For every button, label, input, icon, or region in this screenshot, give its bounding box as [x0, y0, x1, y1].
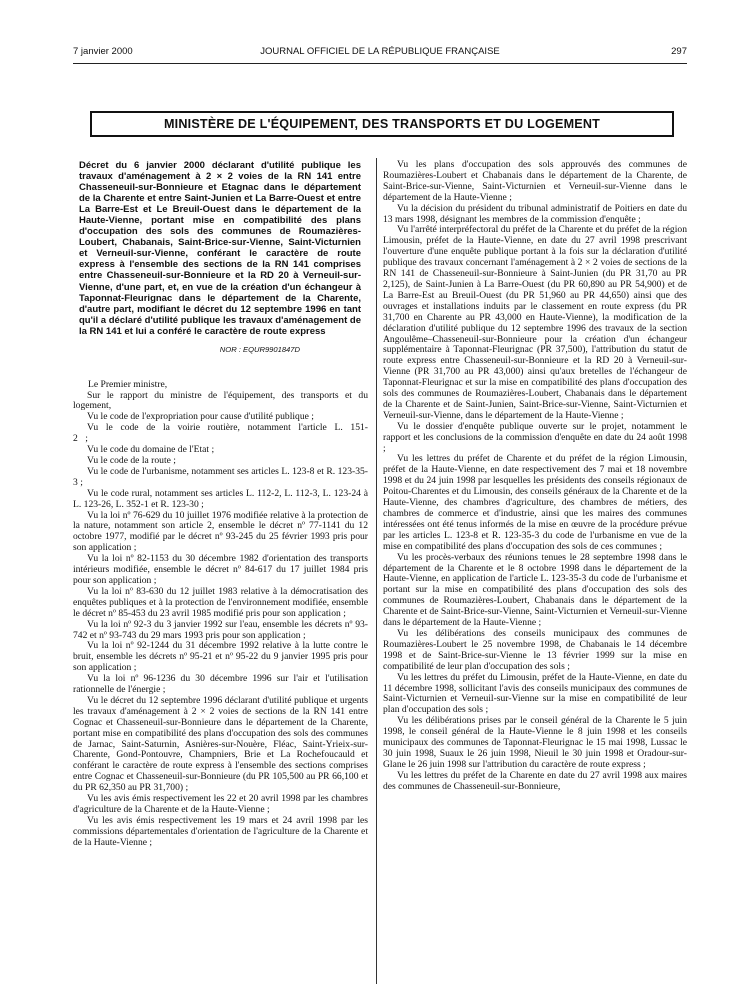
visa-paragraph: Vu le code rural, notamment ses articles L. 112-2, L. 112-3, L. 123-24 à L. 123-26, L. 352-1 et R. 123-30 ;	[73, 487, 368, 510]
visa-paragraph: Sur le rapport du ministre de l'équipement, des transports et du logement,	[73, 389, 368, 412]
visa-paragraph: Vu l'arrêté interpréfectoral du préfet de la Charente et du préfet de la région Limousin, préfet de la Haute-Vienne, en date du 27 avril 1998 prescrivant l'ouverture d'une enquête publique portant à la fois sur la déclaration d'utilité publique des travaux concernant l'aménagement à 2 × 2 voies de sections de la RN 141 de Chasseneuil-sur-Bonnieure à Saint-Junien (du PR 31,70 au PR 2,125), de Saint-Junien à La Barre-Ouest (du PR 60,890 au PR 54,900) et de La Barre-Est au Breuil-Ouest (du PR 51,960 au PR 44,650) ainsi que des ouvrages et installations induits par le classement en route express (du PR 31,700 en Charente au PR 43,000 en Haute-Vienne), la modification de la déclaration d'utilité publique du 12 septembre 1996 des travaux de la section Angoulême–Chasseneuil-sur-Bonnieure pour la création d'un échangeur supplémentaire à Taponnat-Fleurignac (PR 37,500), l'attribution du statut de route express entre Chasseneuil-sur-Bonnieure et la RD 20 à Verneuil-sur-Vienne (PR 31,700 au PR 43,000) ainsi qu'aux bretelles de l'échangeur de Taponnat-Fleurignac et sur la mise en compatibilité des plans d'occupation des sols des communes de Roumazières-Loubert, Chabanais dans le département de la Charente et de Saint-Junien, Saint-Brice-sur-Vienne, Saint-Victurnien et Verneuil-sur-Vienne, dans le département de la Haute-Vienne ;	[383, 224, 687, 421]
right-column	[383, 160, 687, 793]
visa-paragraph: Vu la loi nº 96-1236 du 30 décembre 1996 sur l'air et l'utilisation rationnelle de l'énergie ;	[73, 673, 368, 696]
page-number: 297	[671, 46, 687, 57]
running-header	[73, 46, 687, 60]
visa-paragraph: Vu la loi nº 83-630 du 12 juillet 1983 relative à la démocratisation des enquêtes publiques et à la protection de l'environnement modifiée, ensemble le décret nº 85-453 du 23 avril 1985 modifié pris pour son application ;	[73, 585, 368, 619]
ministry-heading: MINISTÈRE DE L'ÉQUIPEMENT, DES TRANSPORTS ET DU LOGEMENT	[90, 111, 674, 137]
left-column	[73, 160, 368, 849]
header-rule	[73, 63, 687, 64]
visa-paragraph: Vu la loi nº 76-629 du 10 juillet 1976 modifiée relative à la protection de la nature, notamment son article 2, ensemble le décret nº 77-1141 du 12 octobre 1977, modifié par le décret nº 93-245 du 25 février 1993 pris pour son application ;	[73, 509, 368, 554]
visa-paragraph: Vu le code de la voirie routière, notamment l'article L. 151-2 ;	[73, 422, 368, 445]
visa-paragraph: Vu la loi nº 92-1244 du 31 décembre 1992 relative à la lutte contre le bruit, ensemble les décrets nº 95-21 et nº 95-22 du 9 janvier 1995 pris pour son application ;	[73, 640, 368, 674]
visa-paragraph: Vu les lettres du préfet de la Charente en date du 27 avril 1998 aux maires des communes de Chasseneuil-sur-Bonnieure,	[383, 769, 687, 792]
journal-title: JOURNAL OFFICIEL DE LA RÉPUBLIQUE FRANÇAISE	[260, 46, 500, 57]
visa-paragraph: Vu les lettres du préfet du Limousin, préfet de la Haute-Vienne, en date du 11 décembre 1998, sollicitant l'avis des conseils municipaux des communes de Saint-Victurnien et Verneuil-sur-Vienne sur la mise en compatibilité de leur plan d'occupation des sols ;	[383, 671, 687, 716]
visa-paragraph: Vu les avis émis respectivement les 19 mars et 24 avril 1998 par les commissions départementales d'orientation de l'agriculture de la Charente et de la Haute-Vienne ;	[73, 814, 368, 848]
visa-paragraph: Vu les avis émis respectivement les 22 et 20 avril 1998 par les chambres d'agriculture de la Charente et de la Haute-Vienne ;	[73, 793, 368, 815]
visa-paragraph: Vu les délibérations prises par le conseil général de la Charente le 5 juin 1998, le conseil général de la Haute-Vienne le 8 juin 1998 et les conseils municipaux des communes de Taponnat-Fleurignac le 15 mai 1998, Lussac le 30 juin 1998, Suaux le 26 juin 1998, Nieuil le 30 juin 1998 et Oradour-sur-Glane le 26 juin 1998 sur l'attribution du caractère de route express ;	[383, 715, 687, 770]
visa-paragraph: Vu le dossier d'enquête publique ouverte sur le projet, notamment le rapport et les conclusions de la commission d'enquête en date du 24 août 1998 ;	[383, 420, 687, 454]
column-divider	[376, 158, 377, 984]
visa-paragraph: Vu le code du domaine de l'Etat ;	[87, 444, 215, 456]
visa-paragraph: Vu le code de la route ;	[87, 455, 176, 466]
visa-paragraph: Vu la décision du président du tribunal administratif de Poitiers en date du 13 mars 1998, désignant les membres de la commission d'enquête ;	[383, 202, 687, 225]
premier-ministre: Le Premier ministre,	[88, 378, 168, 390]
nor-reference: NOR : EQUR9901847D	[219, 344, 300, 354]
visa-paragraph: Vu les délibérations des conseils municipaux des communes de Roumazières-Loubert le 25 novembre 1998, de Chabanais le 14 décembre 1998 et de Saint-Brice-sur-Vienne le 13 février 1999 sur la mise en compatibilité de leur plan d'occupation des sols ;	[383, 627, 687, 672]
visa-paragraph: Vu le code de l'expropriation pour cause d'utilité publique ;	[87, 411, 314, 423]
visa-paragraph: Vu le décret du 12 septembre 1996 déclarant d'utilité publique et urgents les travaux d'aménagement à 2 × 2 voies de sections de la RN 141 entre Cognac et Chasseneuil-sur-Bonnieure dans le département de la Charente, portant mise en compatibilité des plans d'occupation des sols des communes de Jarnac, Saint-Saturnin, Asnières-sur-Nouère, Fléac, Saint-Yrieix-sur-Charente, Gond-Pontouvre, Champniers, Brie et La Rochefoucauld et conférant le caractère de route express à l'ensemble des sections comprises entre Cognac et Chasseneuil-sur-Bonnieure (du PR 105,500 au PR 66,100 et du PR 62,350 au PR 31,700) ;	[73, 694, 368, 794]
issue-date: 7 janvier 2000	[73, 46, 133, 57]
visa-paragraph: Vu les plans d'occupation des sols approuvés des communes de Roumazières-Loubert et Chabanais dans le département de la Charente, de Saint-Brice-sur-Vienne, Saint-Victurnien et Verneuil-sur-Vienne dans le département de la Haute-Vienne ;	[383, 159, 687, 203]
visa-paragraph: Vu la loi nº 82-1153 du 30 décembre 1982 d'orientation des transports intérieurs modifiée, ensemble le décret nº 84-617 du 17 juillet 1984 pris pour son application ;	[73, 553, 368, 586]
visa-paragraph: Vu les procès-verbaux des réunions tenues le 28 septembre 1998 dans le département de la Charente et le 8 octobre 1998 dans le département de la Haute-Vienne, en application de l'article L. 123-35-3 du code de l'urbanisme et portant sur la mise en compatibilité des plans d'occupation des sols des communes de Roumazières-Loubert, Chabanais dans le département de la Charente et de Saint-Brice-sur-Vienne, Saint-Victurnien et Verneuil-sur-Vienne dans le département de la Haute-Vienne ;	[383, 551, 687, 629]
visa-paragraph: Vu la loi nº 92-3 du 3 janvier 1992 sur l'eau, ensemble les décrets nº 93-742 et nº 93-743 du 29 mars 1993 pris pour son application ;	[73, 618, 368, 641]
decree-title: Décret du 6 janvier 2000 déclarant d'utilité publique les travaux d'aménagement à 2 × 2 voies de la RN 141 entre Chasseneuil-sur-Bonnieure et Etagnac dans le département de la Charente et entre Saint-Junien et La Barre-Ouest et entre La Barre-Est et Le Breuil-Ouest dans le département de la Haute-Vienne, portant mise en compatibilité des plans d'occupation des sols des communes de Roumazières-Loubert, Chabanais, Saint-Brice-sur-Vienne, Saint-Victurnien et Verneuil-sur-Vienne, conférant le caractère de route express à l'ensemble des sections de la RN 141 comprises entre Chasseneuil-sur-Bonnieure et la RD 20 à Verneuil-sur-Vienne, d'une part, et, en vue de la création d'un échangeur à Taponnat-Fleurignac dans le département de la Charente, d'autre part, modifiant le décret du 12 septembre 1996 en tant qu'il a déclaré d'utilité publique les travaux d'aménagement de la RN 141 et lui a conféré le caractère de route express	[79, 160, 361, 337]
visa-paragraph: Vu les lettres du préfet de Charente et du préfet de la région Limousin, préfet de la Haute-Vienne, en date respectivement des 7 mai et 18 novembre 1998 et du 24 juin 1998 par lesquelles les présidents des conseils régionaux de Poitou-Charentes et du Limousin, des conseils généraux de la Charente et de la Haute-Vienne, des chambres d'agriculture, des chambres de métiers, des chambres de commerce et d'industrie, ainsi que les maires des communes intéressées ont été tenus informés de la mise en œuvre de la procédure prévue par les articles L. 123-8 et R. 123-35-3 du code de l'urbanisme en vue de la mise en compatibilité des plans d'occupation des sols de ces communes ;	[383, 453, 687, 552]
visa-paragraph: Vu le code de l'urbanisme, notamment ses articles L. 123-8 et R. 123-35-3 ;	[73, 465, 368, 488]
